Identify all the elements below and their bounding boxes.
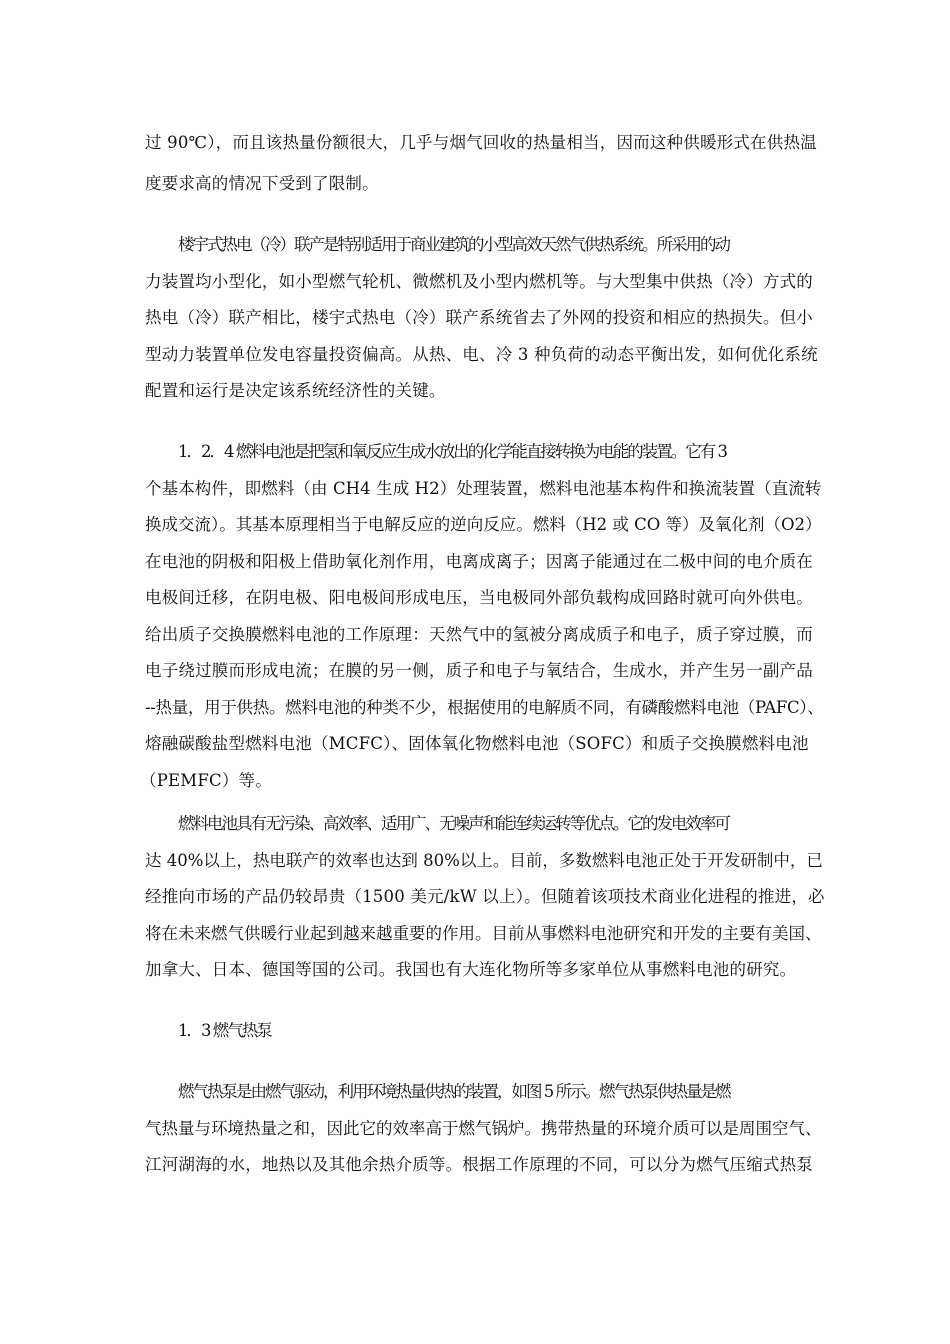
text-line: 型动力装置单位发电容量投资偏高。从热、电、冷 3 种负荷的动态平衡出发，如何优化系统 xyxy=(145,345,818,364)
text-line: 熔融碳酸盐型燃料电池（MCFC）、固体氧化物燃料电池（SOFC）和质子交换膜燃料电池 xyxy=(145,734,809,753)
text-line: （PEMFC）等。 xyxy=(140,771,272,790)
text-line: 给出质子交换膜燃料电池的工作原理：天然气中的氢被分离成质子和电子，质子穿过膜，而 xyxy=(145,625,813,644)
text-line: 在电池的阴极和阳极上借助氧化剂作用，电离成离子；因离子能通过在二极中间的电介质在 xyxy=(145,552,813,571)
text-line: 力装置均小型化，如小型燃气轮机、微燃机及小型内燃机等。与大型集中供热（冷）方式的 xyxy=(145,272,813,291)
text-line: 经推向市场的产品仍较昂贵（1500 美元/kW 以上）。但随着该项技术商业化进程的推进，必 xyxy=(145,887,825,906)
text-line: 气热量与环境热量之和，因此它的效率高于燃气锅炉。携带热量的环境介质可以是周围空气、 xyxy=(145,1119,822,1138)
text-line: 换成交流）。其基本原理相当于电解反应的逆向反应。燃料（H2 或 CO 等）及氧化剂（O2） xyxy=(145,515,822,534)
text-line: 过 90℃），而且该热量份额很大，几乎与烟气回收的热量相当，因而这种供暖形式在供热温 xyxy=(145,133,817,152)
text-line: 配置和运行是决定该系统经济性的关键。 xyxy=(145,381,446,400)
text-line: 将在未来燃气供暖行业起到越来越重要的作用。目前从事燃料电池研究和开发的主要有美国、 xyxy=(145,924,822,943)
text-line: 个基本构件，即燃料（由 CH4 生成 H2）处理装置，燃料电池基本构件和换流装置（直流转 xyxy=(145,479,822,498)
section-heading: 1．3 燃气热泵 xyxy=(178,1021,271,1040)
text-line: --热量，用于供热。燃料电池的种类不少，根据使用的电解质不同，有磷酸燃料电池（PAFC）、 xyxy=(145,698,824,717)
text-line: 加拿大、日本、德国等国的公司。我国也有大连化物所等多家单位从事燃料电池的研究。 xyxy=(145,960,797,979)
text-line: 江河湖海的水，地热以及其他余热介质等。根据工作原理的不同，可以分为燃气压缩式热泵 xyxy=(145,1155,813,1174)
text-line: 电极间迁移，在阴电极、阳电极间形成电压，当电极同外部负载构成回路时就可向外供电。 xyxy=(145,588,813,607)
text-line: 热电（冷）联产相比，楼宇式热电（冷）联产系统省去了外网的投资和相应的热损失。但小 xyxy=(145,308,813,327)
text-line: 度要求高的情况下受到了限制。 xyxy=(145,174,379,193)
paragraph-first-line: 楼宇式热电（冷）联产是特别适用于商业建筑的小型高效天然气供热系统。所采用的动 xyxy=(178,235,729,254)
paragraph-first-line: 1．2．4 燃料电池是把氢和氧反应生成水放出的化学能直接转换为电能的装置。它有 3 xyxy=(178,442,726,461)
text-line: 达 40%以上，热电联产的效率也达到 80%以上。目前，多数燃料电池正处于开发研制中，已 xyxy=(145,851,823,870)
paragraph-first-line: 燃料电池具有无污染、高效率、适用广、无噪声和能连续运转等优点。它的发电效率可 xyxy=(178,814,729,833)
text-line: 电子绕过膜而形成电流；在膜的另一侧，质子和电子与氧结合，生成水，并产生另一副产品 xyxy=(145,661,813,680)
paragraph-first-line: 燃气热泵是由燃气驱动，利用环境热量供热的装置，如图 5 所示。燃气热泵供热量是燃 xyxy=(178,1082,730,1101)
